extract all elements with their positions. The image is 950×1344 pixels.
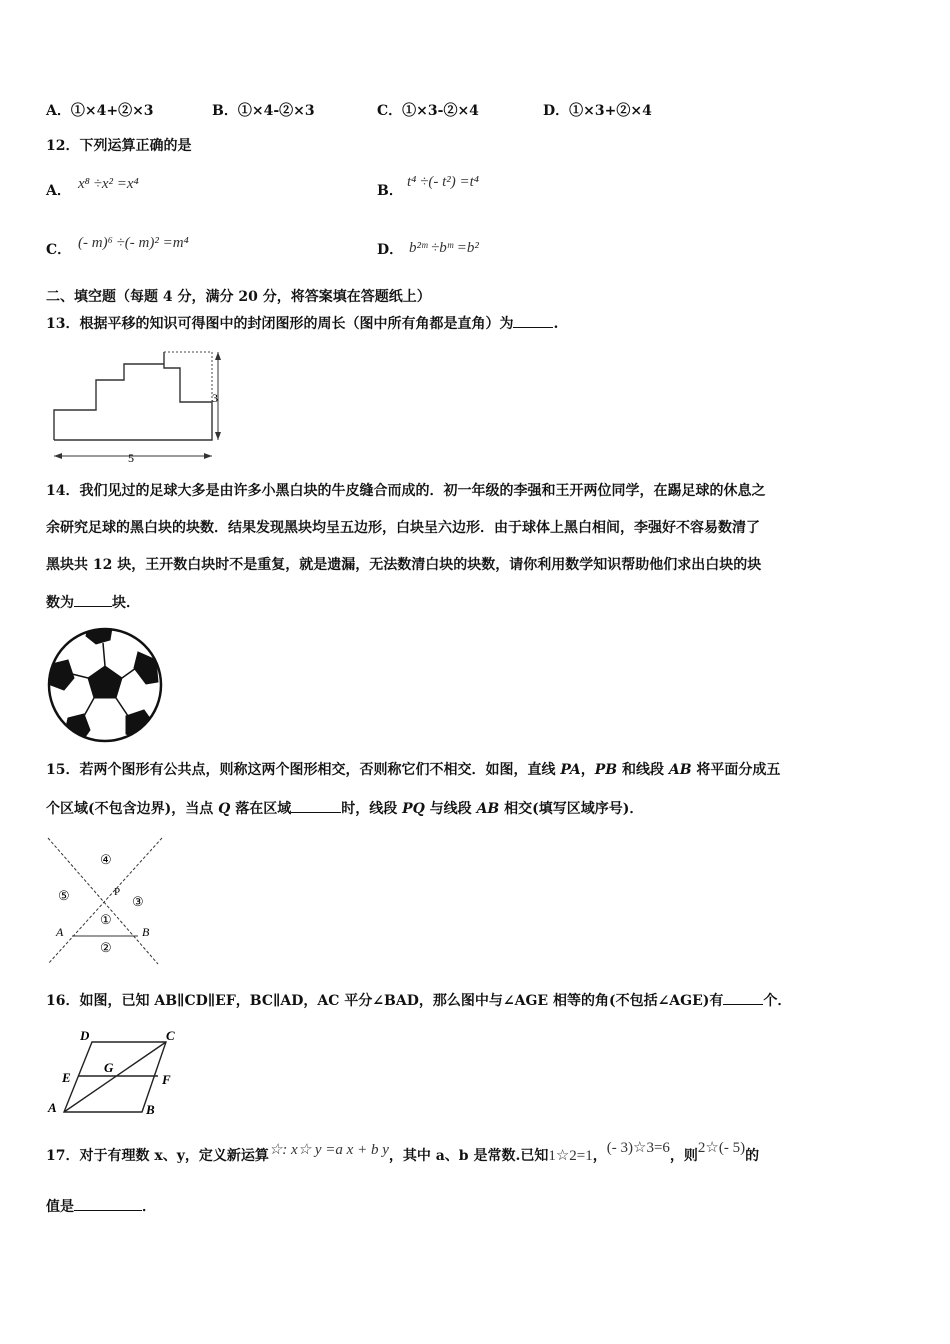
q11-option-b: B．①×4-②×3 xyxy=(212,103,315,119)
q12-option-d-label: D． xyxy=(377,242,404,258)
q11-option-a: A．①×4+②×3 xyxy=(46,103,154,119)
q15-region-4: ④ xyxy=(100,852,112,867)
q16-figure xyxy=(44,1024,194,1124)
q14-line-4: 数为 块． xyxy=(46,592,140,613)
q17-eq3: 2☆(- 5) xyxy=(697,1140,746,1156)
q13-answer-blank[interactable] xyxy=(513,313,553,328)
q12-stem: 12．下列运算正确的是 xyxy=(46,138,192,154)
q12-option-a-label: A． xyxy=(46,183,71,199)
q17-line-2: 值是 ． xyxy=(46,1196,156,1217)
q13-width-label: 5 xyxy=(128,451,134,465)
q12-option-c-label: C． xyxy=(46,242,72,258)
q12-option-a-expr: x⁸ ÷x² =x⁴ xyxy=(78,176,139,192)
q16-label-e: E xyxy=(62,1070,71,1085)
q11-option-c: C．①×3-②×4 xyxy=(377,103,479,119)
q11-option-d: D．①×3+②×4 xyxy=(543,103,652,119)
q16-label-d: D xyxy=(80,1028,90,1043)
q16-stem: 16．如图，已知 AB∥CD∥EF，BC∥AD，AC 平分∠BAD，那么图中与∠AGE 相等的角(不包括∠AGE)有 个． xyxy=(46,990,791,1011)
q17-line-1: 17．对于有理数 x、y，定义新运算☆: x☆ y =a x + b y，其中 a、b 是常数.已知1☆2=1，(- 3)☆3=6，则2☆(- 5)的 xyxy=(46,1140,760,1164)
q14-line-3: 黑块共 12 块，王开数白块时不是重复，就是遗漏，无法数清白块的块数，请你利用数学知识帮助他们求出白块的块 xyxy=(46,557,762,573)
q15-line-2: 个区域(不包含边界)，当点 Q 落在区域 时，线段 PQ 与线段 AB 相交(填写区域序号)． xyxy=(46,798,643,819)
q15-answer-blank[interactable] xyxy=(291,798,341,813)
q15-region-5: ⑤ xyxy=(58,888,70,903)
q13-figure xyxy=(44,344,234,466)
q12-option-c-expr: (- m)⁶ ÷(- m)² =m⁴ xyxy=(78,235,189,251)
q15-line-1: 15．若两个图形有公共点，则称这两个图形相交，否则称它们不相交．如图，直线 PA，PB 和线段 AB 将平面分成五 xyxy=(46,762,781,778)
q17-eq1: 1☆2=1 xyxy=(548,1148,593,1164)
q16-label-g: G xyxy=(104,1060,114,1075)
q13-height-label: 3 xyxy=(212,391,218,405)
q12-option-b-label: B． xyxy=(377,183,403,199)
q13-stem: 13．根据平移的知识可得图中的封闭图形的周长（图中所有角都是直角）为 . xyxy=(46,313,558,334)
q15-region-2: ② xyxy=(100,940,112,955)
q15-figure xyxy=(44,832,168,968)
q15-region-1: ① xyxy=(100,912,112,927)
q16-answer-blank[interactable] xyxy=(723,990,763,1005)
q14-answer-blank[interactable] xyxy=(74,592,112,607)
section-2-heading: 二、填空题（每题 4 分，满分 20 分，将答案填在答题纸上） xyxy=(46,289,431,305)
q15-point-b: B xyxy=(142,925,150,939)
q16-label-f: F xyxy=(162,1072,171,1087)
q17-answer-blank[interactable] xyxy=(74,1196,142,1211)
q14-line-2: 余研究足球的黑白块的块数．结果发现黑块均呈五边形，白块呈六边形．由于球体上黑白相间，李强好不容易数清了 xyxy=(46,520,760,536)
q12-option-d-expr: b²ᵐ ÷bᵐ =b² xyxy=(409,240,479,256)
q15-region-3: ③ xyxy=(132,894,144,909)
q13-closed-shape xyxy=(54,352,212,440)
q14-soccer-ball-figure xyxy=(46,626,164,744)
q15-point-a: A xyxy=(56,925,64,939)
q17-eq2: (- 3)☆3=6 xyxy=(606,1140,670,1156)
q16-label-b: B xyxy=(146,1102,155,1117)
q12-option-b-expr: t⁴ ÷(- t²) =t⁴ xyxy=(407,174,480,190)
q16-label-c: C xyxy=(166,1028,175,1043)
q15-point-p: P xyxy=(114,886,121,898)
q14-line-1: 14．我们见过的足球大多是由许多小黑白块的牛皮缝合而成的．初一年级的李强和王开两位同学，在踢足球的休息之 xyxy=(46,483,766,499)
q17-definition: ☆: x☆ y =a x + b y xyxy=(268,1142,389,1158)
q16-label-a: A xyxy=(48,1100,57,1115)
